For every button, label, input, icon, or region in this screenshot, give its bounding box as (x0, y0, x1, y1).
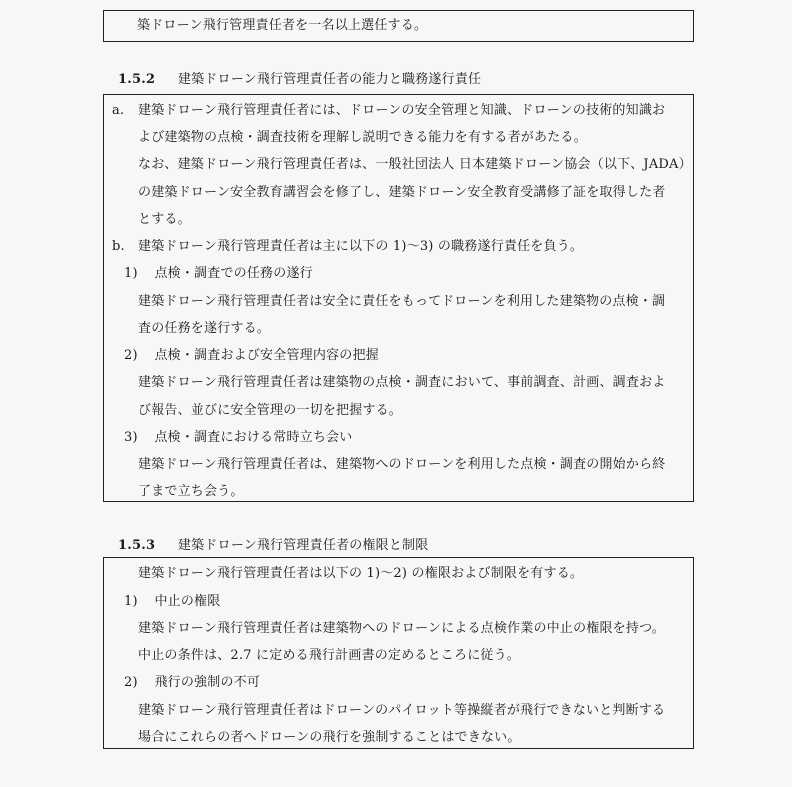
item-a-line-4: の建築ドローン安全教育講習会を修了し、建築ドローン安全教育受講修了証を取得した者 (138, 185, 666, 200)
sub-item-2-line-1: 建築ドローン飛行管理責任者は建築物の点検・調査において、事前調査、計画、調査およ (138, 375, 666, 390)
sub-item-3-marker: 3) (124, 430, 138, 445)
section-153-number: 1.5.3 (118, 538, 156, 553)
section-152-number: 1.5.2 (118, 72, 156, 87)
item-a-line-2: よび建築物の点検・調査技術を理解し説明できる能力を有する者があたる。 (138, 130, 587, 145)
item-a-line-5: とする。 (138, 212, 191, 227)
sub-item-3-line-1: 建築ドローン飛行管理責任者は、建築物へのドローンを利用した点検・調査の開始から終 (138, 457, 666, 472)
section-153-heading (118, 538, 428, 554)
limit-item-1-heading (124, 594, 220, 610)
sub-item-3-heading (124, 430, 352, 446)
limit-item-1-title: 中止の権限 (154, 594, 221, 609)
sub-item-1-line-1: 建築ドローン飛行管理責任者は安全に責任をもってドローンを利用した建築物の点検・調 (138, 294, 666, 309)
item-a-marker: a. (112, 103, 125, 118)
limit-item-2-line-2: 場合にこれらの者へドローンの飛行を強制することはできない。 (138, 730, 521, 745)
sub-item-2-marker: 2) (124, 348, 138, 363)
limit-item-2-title: 飛行の強制の不可 (154, 675, 261, 690)
item-a-line-3: なお、建築ドローン飛行管理責任者は、一般社団法人 日本建築ドローン協会（以下、JADA） (138, 157, 692, 172)
sub-item-2-title: 点検・調査および安全管理内容の把握 (154, 348, 379, 363)
top-box-text: 築ドローン飛行管理責任者を一名以上選任する。 (137, 18, 428, 33)
item-b-marker: b. (112, 239, 125, 254)
limit-item-2-marker: 2) (124, 675, 138, 690)
item-b-line: 建築ドローン飛行管理責任者は主に以下の 1)～3) の職務遂行責任を負う。 (138, 239, 584, 254)
limit-item-1-line-2: 中止の条件は、2.7 に定める飛行計画書の定めるところに従う。 (138, 648, 521, 663)
sub-item-2-heading (124, 348, 379, 364)
item-a-line-1: 建築ドローン飛行管理責任者には、ドローンの安全管理と知識、ドローンの技術的知識お (138, 103, 666, 118)
sub-item-3-title: 点検・調査における常時立ち会い (154, 430, 353, 445)
limit-item-2-line-1: 建築ドローン飛行管理責任者はドローンのパイロット等操縦者が飛行できないと判断する (138, 703, 666, 718)
sub-item-3-line-2: 了まで立ち会う。 (138, 484, 244, 499)
sub-item-1-marker: 1) (124, 266, 138, 281)
section-152-title: 建築ドローン飛行管理責任者の能力と職務遂行責任 (177, 72, 482, 87)
limit-item-1-line-1: 建築ドローン飛行管理責任者は建築物へのドローンによる点検作業の中止の権限を持つ。 (138, 621, 665, 636)
sub-item-1-line-2: 査の任務を遂行する。 (138, 321, 271, 336)
sub-item-1-title: 点検・調査での任務の遂行 (154, 266, 313, 281)
sub-item-2-line-2: び報告、並びに安全管理の一切を把握する。 (138, 403, 403, 418)
sub-item-1-heading (124, 266, 313, 282)
limit-item-1-marker: 1) (124, 594, 138, 609)
limit-item-2-heading (124, 675, 260, 691)
section-153-intro: 建築ドローン飛行管理責任者は以下の 1)～2) の権限および制限を有する。 (138, 566, 584, 581)
section-152-heading (118, 72, 481, 88)
section-153-title: 建築ドローン飛行管理責任者の権限と制限 (177, 538, 429, 553)
